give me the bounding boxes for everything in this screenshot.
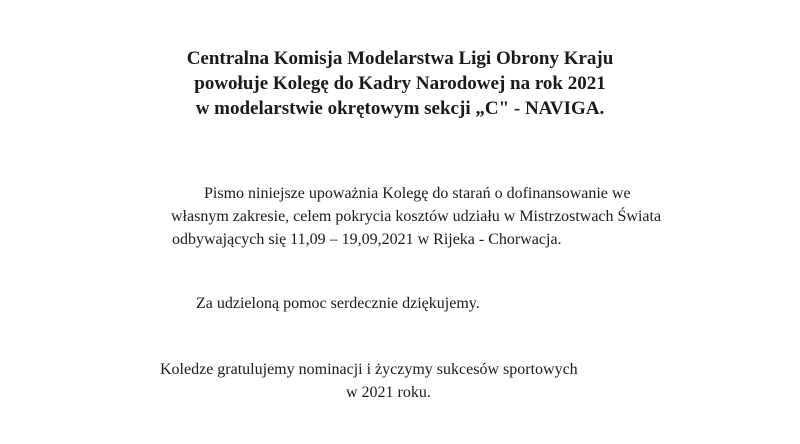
paragraph-3-line-2: w 2021 roku.	[346, 384, 431, 401]
heading-line-2: powołuje Kolegę do Kadry Narodowej na rok 2021	[194, 73, 606, 94]
paragraph-3-line-1: Koledze gratulujemy nominacji i życzymy sukcesów sportowych	[160, 361, 578, 378]
paragraph-1-line-2: własnym zakresie, celem pokrycia kosztów udziału w Mistrzostwach Świata	[171, 208, 662, 225]
letter-heading	[0, 46, 800, 121]
heading-line-3: w modelarstwie okrętowym sekcji „C" - NAVIGA.	[195, 98, 605, 119]
heading-line-1: Centralna Komisja Modelarstwa Ligi Obrony Kraju	[186, 48, 614, 69]
paragraph-1-line-1: Pismo niniejsze upoważnia Kolegę do starań o dofinansowanie we	[204, 185, 631, 202]
paragraph-2: Za udzieloną pomoc serdecznie dziękujemy.	[196, 295, 480, 312]
paragraph-1-line-3: odbywających się 11,09 – 19,09,2021 w Rijeka - Chorwacja.	[172, 231, 562, 248]
